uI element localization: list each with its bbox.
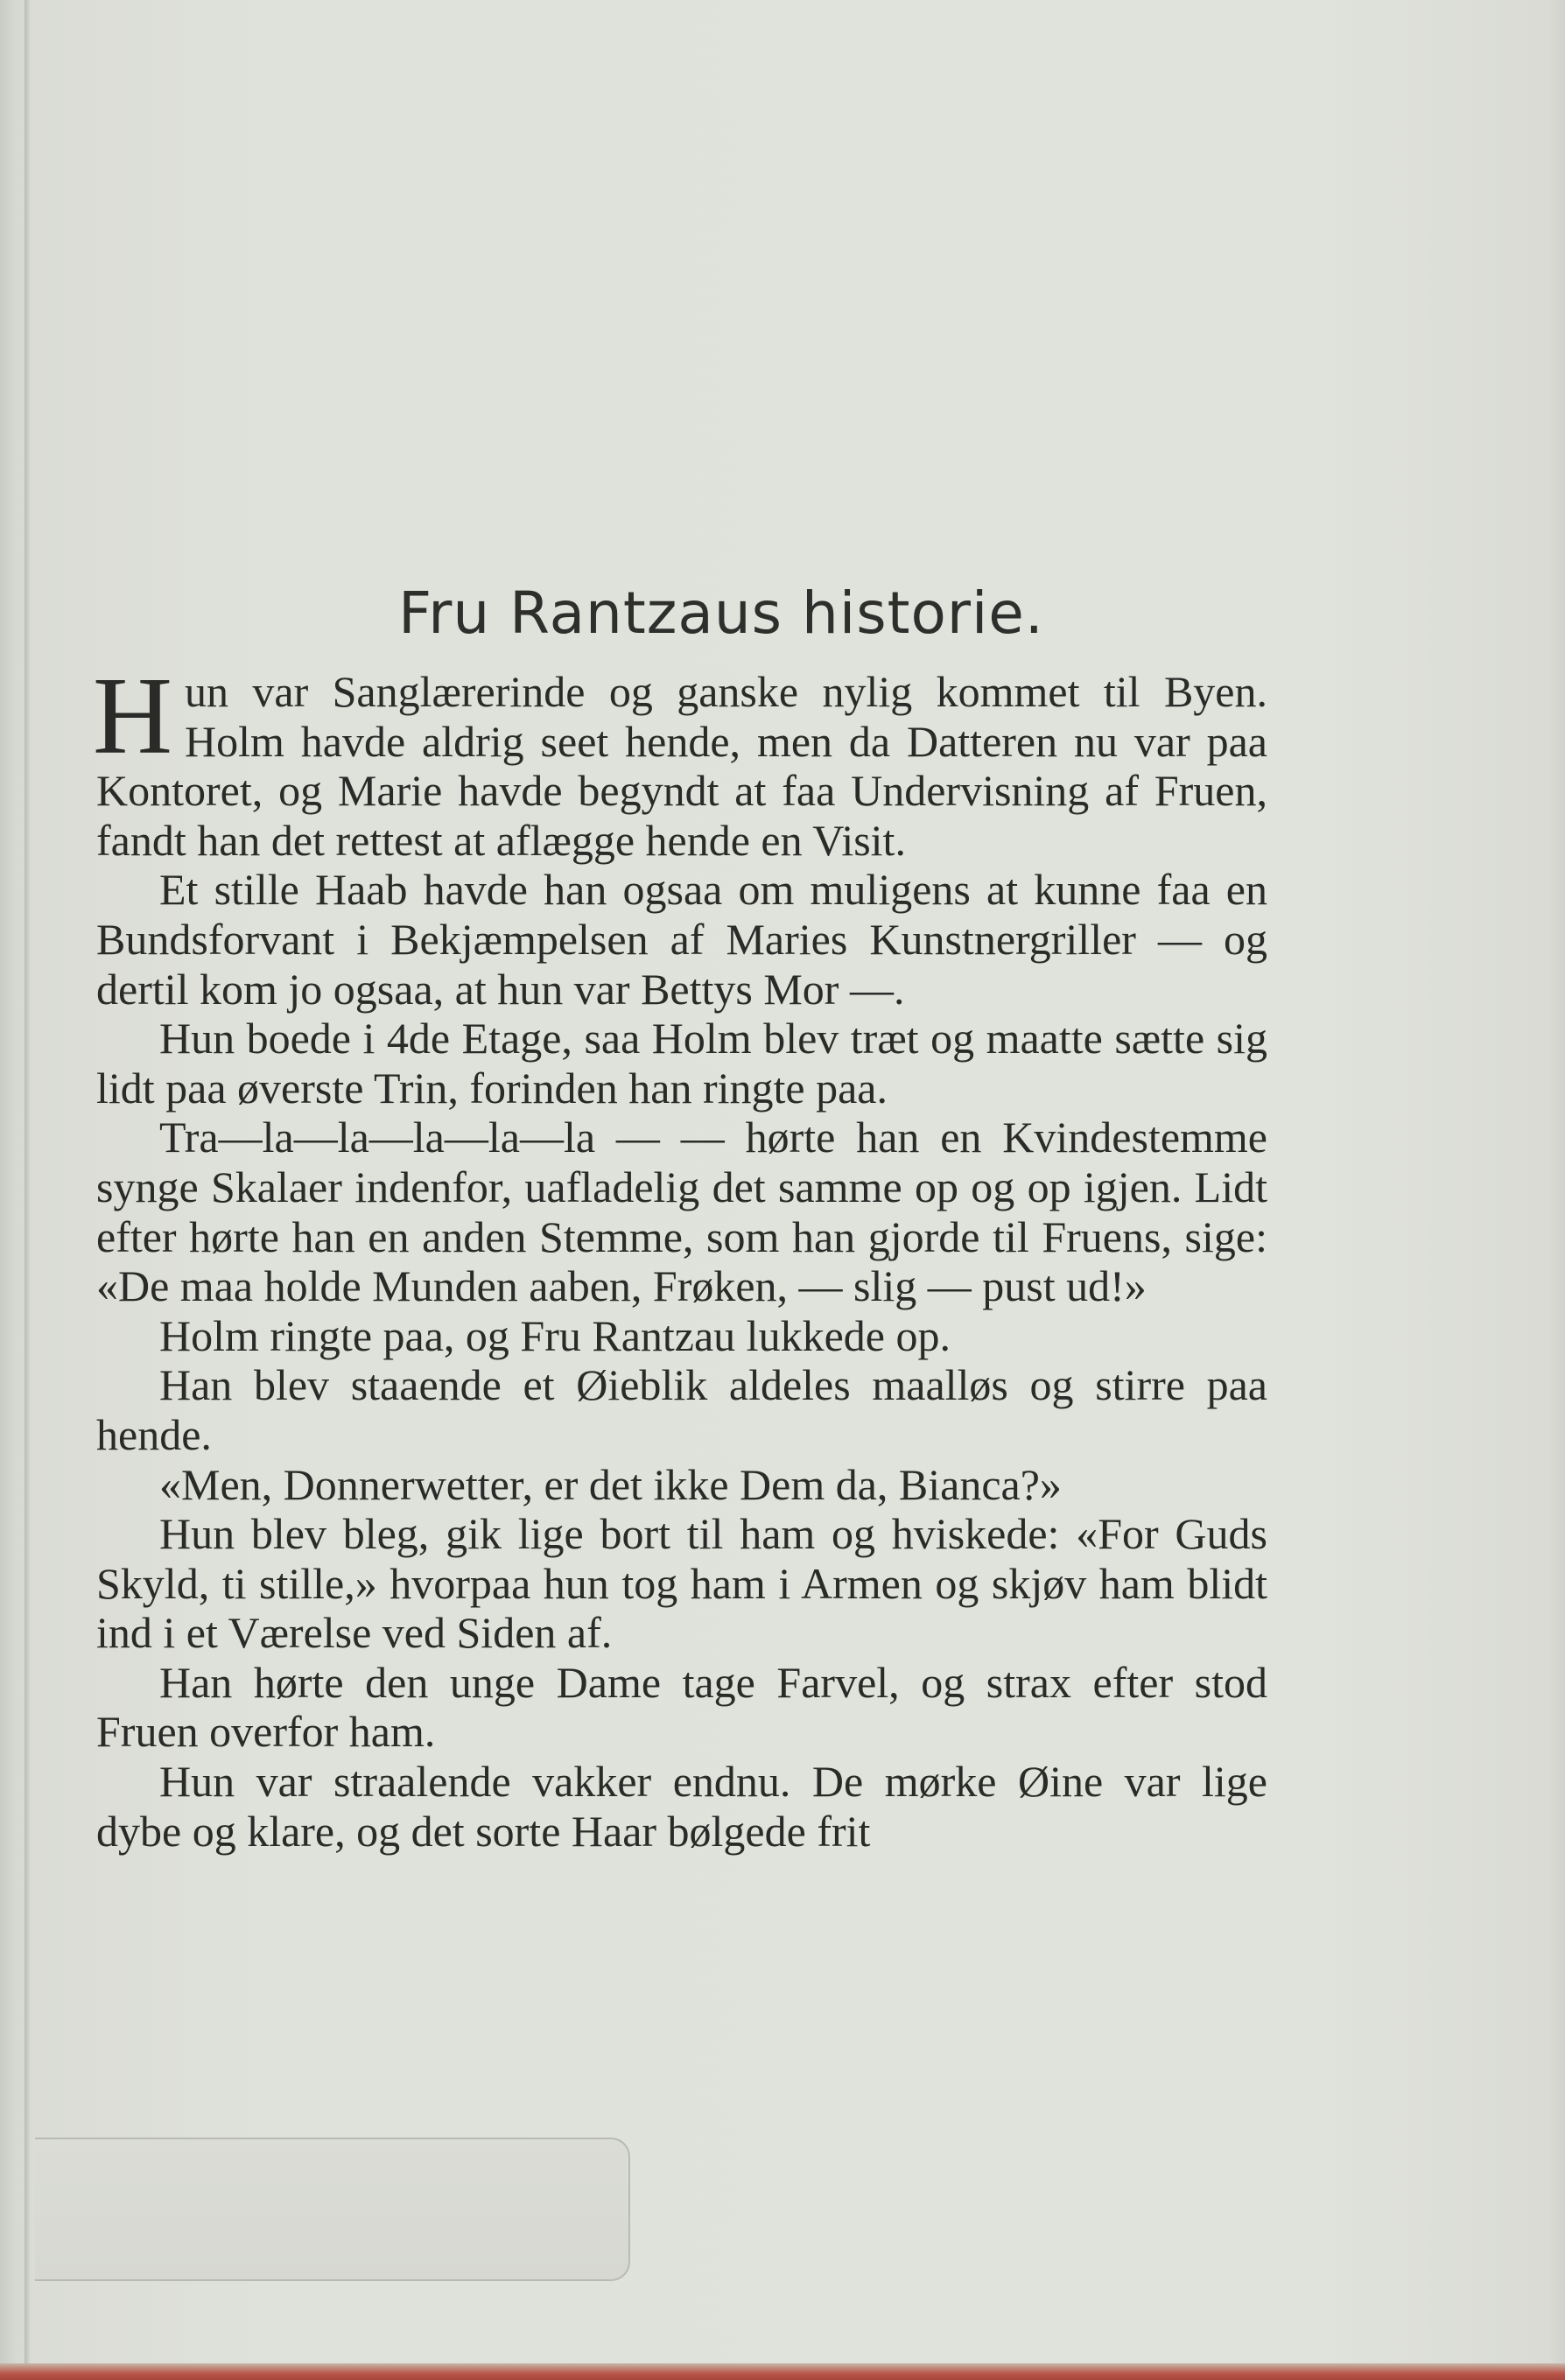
chapter-title: Fru Rantzaus historie. (398, 579, 1044, 648)
paragraph-9: Han hørte den unge Dame tage Farvel, og strax efter stod Fruen overfor ham. (96, 1657, 1267, 1757)
paragraph-10: Hun var straalende vakker endnu. De mørke Øine var lige dybe og klare, og det sorte Haar bølgede frit (96, 1757, 1267, 1856)
library-label-outline (35, 2138, 630, 2281)
paragraph-8: Hun blev bleg, gik lige bort til ham og hviskede: «For Guds Skyld, ti stille,» hvorpaa hun tog ham i Armen og skjøv ham blidt ind i et Værelse ved Siden af. (96, 1509, 1267, 1658)
paragraph-6: Han blev staaende et Øieblik aldeles maalløs og stirre paa hende. (96, 1360, 1267, 1459)
paragraph-1 (93, 656, 1267, 865)
body-text (93, 656, 1267, 1856)
paragraph-3: Hun boede i 4de Etage, saa Holm blev træt og maatte sætte sig lidt paa øverste Trin, forinden han ringte paa. (96, 1014, 1267, 1113)
paragraph-2: Et stille Haab havde han ogsaa om muligens at kunne faa en Bundsforvant i Bekjæmpelsen af Maries Kunstnergriller — og dertil kom jo ogsaa, at hun var Bettys Mor —. (96, 865, 1267, 1014)
paragraph-1-text: un var Sanglærerinde og ganske nylig kommet til Byen. Holm havde aldrig seet hende, men da Datteren nu var paa Kontoret, og Marie havde begyndt at faa Undervisning af Fruen, fandt han det rettest at aflægge hende en Visit. (96, 667, 1267, 865)
paragraph-7: «Men, Donnerwetter, er det ikke Dem da, Bianca?» (159, 1459, 1062, 1509)
paragraph-5: Holm ringte paa, og Fru Rantzau lukkede op. (159, 1310, 951, 1360)
page-gutter (25, 0, 30, 2380)
paragraph-4: Tra—la—la—la—la—la — — hørte han en Kvindestemme synge Skalaer indenfor, uafladelig det samme op og op igjen. Lidt efter hørte han en anden Stemme, som han gjorde til Fruens, sige: «De maa holde Munden aaben, Frøken, — slig — pust ud!» (96, 1113, 1267, 1311)
page-bottom-edge (0, 2363, 1565, 2380)
drop-cap: H (93, 656, 172, 777)
